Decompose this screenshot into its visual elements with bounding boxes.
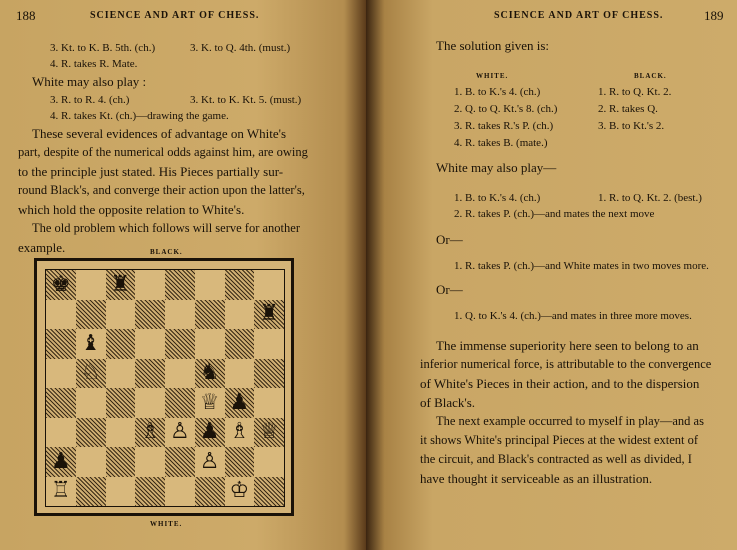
piece-f4: ♕ [199, 389, 220, 415]
square-g5 [225, 359, 255, 389]
square-h7 [254, 300, 284, 330]
right-para-2-l4: have thought it serviceable as an illustration. [420, 471, 653, 486]
square-b1 [76, 477, 106, 507]
move-line-3a: 3. R. to R. 4. (ch.) [50, 94, 130, 106]
left-para-1-l1: These several evidences of advantage on White's [32, 126, 287, 141]
right-also-play: White may also play— [436, 160, 557, 175]
square-e8 [165, 270, 195, 300]
alt-1a: 1. B. to K.'s 4. (ch.) [454, 192, 541, 204]
square-b4 [76, 388, 106, 418]
right-page-number: 189 [704, 8, 724, 23]
square-d3 [135, 418, 165, 448]
alt-2: 2. R. takes P. (ch.)—and mates the next move [454, 208, 655, 220]
square-c2 [106, 447, 136, 477]
solution-black-label: BLACK. [634, 72, 667, 80]
left-para-1-l2: part, despite of the numerical odds against him, are owing [18, 145, 308, 159]
square-b2 [76, 447, 106, 477]
piece-h3: ♕ [259, 419, 279, 445]
square-f3 [195, 418, 225, 448]
piece-f5: ♞ [199, 360, 220, 386]
piece-d3: ♗ [140, 419, 160, 445]
square-f8 [195, 270, 225, 300]
square-c7 [106, 300, 136, 330]
square-e4 [165, 388, 195, 418]
left-para-1-l4: round Black's, and converge their action upon the latter's, [18, 183, 305, 197]
square-c5 [106, 359, 136, 389]
square-e5 [165, 359, 195, 389]
left-para-2-l1: The old problem which follows will serve for another [32, 221, 300, 235]
left-page [0, 0, 366, 550]
square-e2 [165, 447, 195, 477]
right-para-2-l1: The next example occurred to myself in play—and as [436, 414, 704, 428]
piece-a2: ♟ [51, 448, 71, 474]
square-a7 [46, 300, 76, 330]
left-para-2-l2: example. [18, 240, 66, 255]
square-b7 [76, 300, 106, 330]
square-g6 [225, 329, 255, 359]
sol-white-3: 3. R. takes R.'s P. (ch.) [454, 120, 554, 132]
square-h2 [254, 447, 284, 477]
right-running-head: SCIENCE AND ART OF CHESS. [494, 10, 664, 21]
piece-g1: ♔ [229, 478, 250, 504]
square-d4 [135, 388, 165, 418]
right-page [366, 0, 737, 550]
solution-heading: The solution given is: [436, 38, 550, 53]
piece-g3: ♗ [229, 419, 250, 445]
square-a4 [46, 388, 76, 418]
square-e6 [165, 329, 195, 359]
left-running-head: SCIENCE AND ART OF CHESS. [90, 10, 260, 21]
square-g3 [225, 418, 255, 448]
square-f1 [195, 477, 225, 507]
right-para-2-l2: it shows White's principal Pieces at the widest extent of [420, 433, 699, 447]
sol-black-3: 3. B. to Kt.'s 2. [598, 120, 665, 132]
square-b6 [76, 329, 106, 359]
square-a3 [46, 418, 76, 448]
square-g1 [225, 477, 255, 507]
square-h3 [254, 418, 284, 448]
square-g7 [225, 300, 255, 330]
square-a5 [46, 359, 76, 389]
move-line-1a: 3. Kt. to K. B. 5th. (ch.) [50, 42, 156, 54]
square-h4 [254, 388, 284, 418]
board-label-black: BLACK. [150, 248, 183, 256]
chess-diagram [34, 258, 294, 516]
or-2: Or— [436, 282, 463, 297]
square-h5 [254, 359, 284, 389]
piece-b5: ♘ [80, 360, 101, 386]
piece-b6: ♝ [80, 330, 101, 356]
alt-3: 1. R. takes P. (ch.)—and White mates in two moves more. [454, 260, 709, 272]
piece-a8: ♚ [51, 271, 71, 297]
piece-f2: ♙ [199, 448, 220, 474]
piece-f3: ♟ [199, 419, 220, 445]
square-e1 [165, 477, 195, 507]
square-b5 [76, 359, 106, 389]
square-b8 [76, 270, 106, 300]
right-para-2-l3: the circuit, and Black's contracted as well as divided, I [420, 452, 692, 466]
square-d5 [135, 359, 165, 389]
square-e7 [165, 300, 195, 330]
piece-e3: ♙ [170, 419, 190, 445]
square-d8 [135, 270, 165, 300]
left-para-1-l3: to the principle just stated. His Pieces partially sur- [18, 164, 284, 179]
square-f2 [195, 447, 225, 477]
also-play-heading: White may also play : [32, 74, 147, 89]
or-1: Or— [436, 232, 463, 247]
square-b3 [76, 418, 106, 448]
square-c6 [106, 329, 136, 359]
square-d7 [135, 300, 165, 330]
square-a6 [46, 329, 76, 359]
square-h8 [254, 270, 284, 300]
square-f7 [195, 300, 225, 330]
right-para-1-l3: of White's Pieces in their action, and to the dispersion [420, 376, 700, 391]
square-g2 [225, 447, 255, 477]
piece-h7: ♜ [259, 301, 279, 327]
square-d2 [135, 447, 165, 477]
square-f4 [195, 388, 225, 418]
square-f6 [195, 329, 225, 359]
square-a1 [46, 477, 76, 507]
right-para-1-l2: inferior numerical force, is attributable to the convergence [420, 357, 712, 371]
square-g4 [225, 388, 255, 418]
move-line-2: 4. R. takes R. Mate. [50, 58, 138, 70]
square-g8 [225, 270, 255, 300]
square-h6 [254, 329, 284, 359]
square-d1 [135, 477, 165, 507]
left-page-number: 188 [16, 8, 36, 23]
alt-4: 1. Q. to K.'s 4. (ch.)—and mates in three more moves. [454, 310, 692, 322]
square-h1 [254, 477, 284, 507]
move-line-1b: 3. K. to Q. 4th. (must.) [190, 42, 291, 54]
alt-1b: 1. R. to Q. Kt. 2. (best.) [598, 192, 702, 204]
board-label-white: WHITE. [150, 520, 183, 528]
sol-black-2: 2. R. takes Q. [598, 103, 658, 115]
square-c3 [106, 418, 136, 448]
square-f5 [195, 359, 225, 389]
right-para-1-l4: of Black's. [420, 395, 476, 410]
sol-white-1: 1. B. to K.'s 4. (ch.) [454, 86, 541, 98]
square-c8 [106, 270, 136, 300]
sol-white-4: 4. R. takes B. (mate.) [454, 137, 548, 149]
move-line-3b: 3. Kt. to K. Kt. 5. (must.) [190, 94, 302, 106]
piece-g4: ♟ [229, 389, 250, 415]
solution-white-label: WHITE. [476, 72, 509, 80]
chess-board-grid [45, 269, 285, 507]
piece-c8: ♜ [110, 271, 131, 297]
sol-black-1: 1. R. to Q. Kt. 2. [598, 86, 672, 98]
square-c4 [106, 388, 136, 418]
square-a2 [46, 447, 76, 477]
square-c1 [106, 477, 136, 507]
square-d6 [135, 329, 165, 359]
right-para-1-l1: The immense superiority here seen to belong to an [436, 338, 699, 353]
piece-a1: ♖ [51, 478, 71, 504]
move-line-4: 4. R. takes Kt. (ch.)—drawing the game. [50, 110, 229, 122]
sol-white-2: 2. Q. to Q. Kt.'s 8. (ch.) [454, 103, 558, 115]
left-para-1-l5: which hold the opposite relation to White's. [18, 202, 245, 217]
square-a8 [46, 270, 76, 300]
square-e3 [165, 418, 195, 448]
